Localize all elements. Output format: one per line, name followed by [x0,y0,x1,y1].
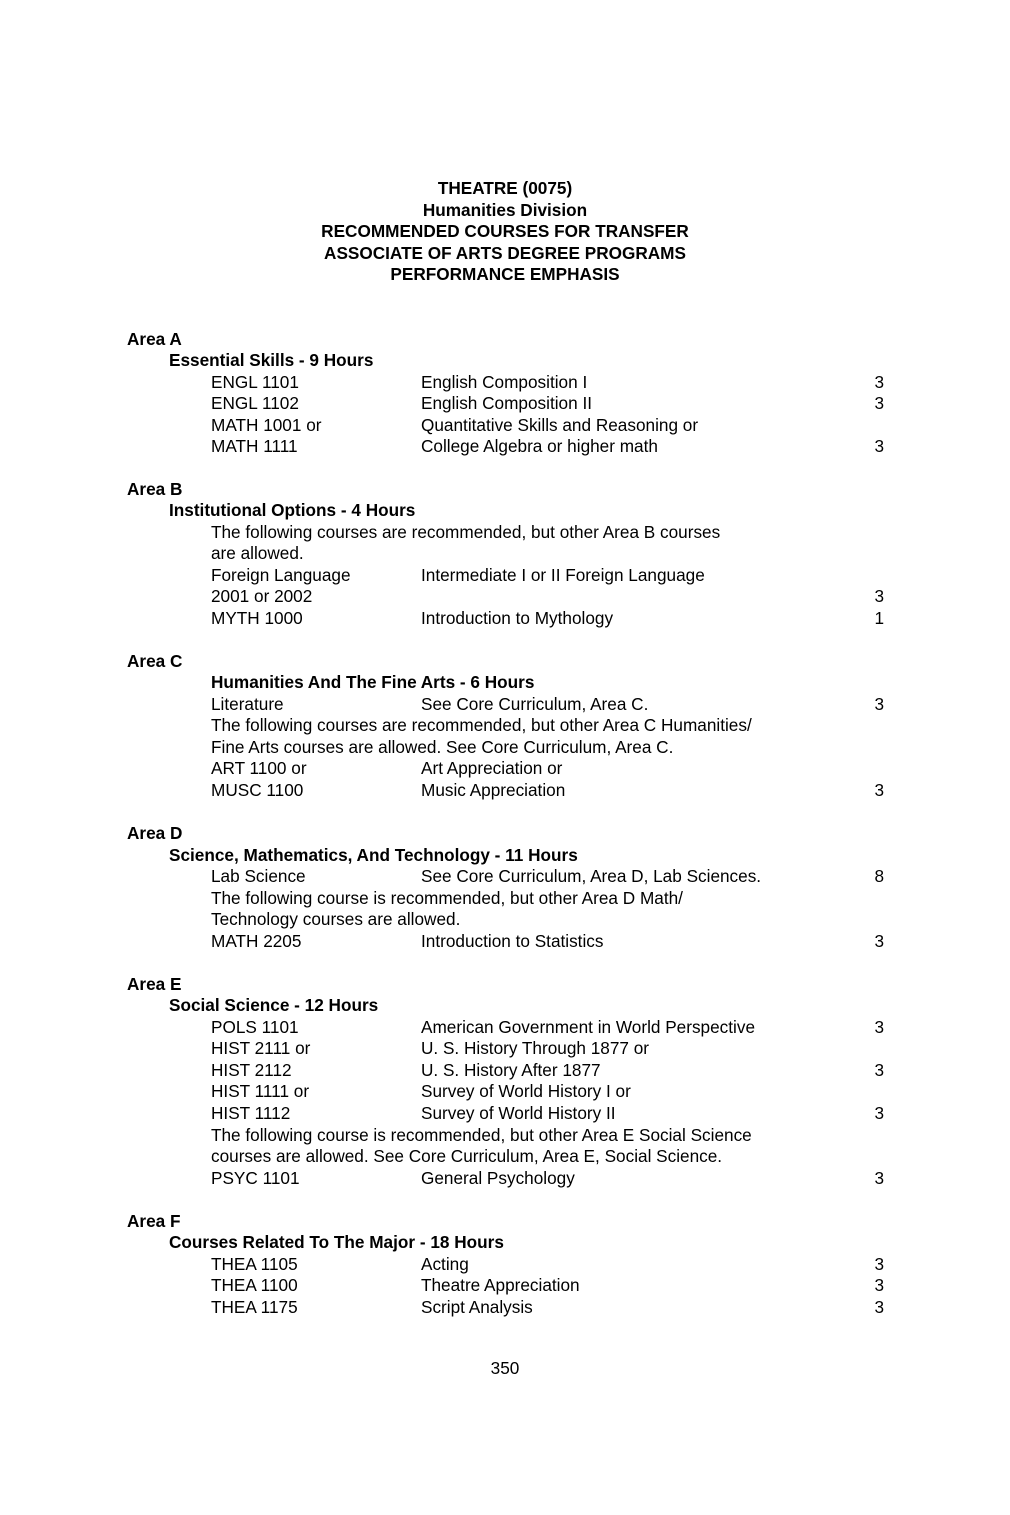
course-desc: Survey of World History I or [421,1081,631,1101]
course-desc: General Psychology [421,1168,575,1188]
heading-degree: ASSOCIATE OF ARTS DEGREE PROGRAMS [324,243,686,263]
course-code: Lab Science [211,866,306,886]
course-hours: 3 [874,436,884,456]
course-hours: 3 [874,586,884,606]
course-desc: See Core Curriculum, Area D, Lab Sciences. [421,866,762,886]
course-desc: American Government in World Perspective [421,1017,756,1037]
course-hours: 3 [874,931,884,951]
area-f-subtitle: Courses Related To The Major - 18 Hours [169,1232,504,1252]
course-code: MATH 1111 [211,436,298,456]
course-desc: Acting [421,1254,469,1274]
area-d-title: Area D [127,823,183,843]
heading-emphasis: PERFORMANCE EMPHASIS [390,264,620,284]
course-hours: 3 [874,694,884,714]
course-desc: See Core Curriculum, Area C. [421,694,649,714]
course-hours: 3 [874,1103,884,1123]
course-hours: 3 [874,1168,884,1188]
course-code: MATH 2205 [211,931,302,951]
course-code: THEA 1175 [211,1297,298,1317]
course-code: HIST 1112 [211,1103,291,1123]
course-desc: Survey of World History II [421,1103,616,1123]
area-e-subtitle: Social Science - 12 Hours [169,995,379,1015]
area-d-subtitle: Science, Mathematics, And Technology - 11 Hours [169,845,578,865]
course-hours: 3 [874,1254,884,1274]
course-desc: Introduction to Statistics [421,931,604,951]
course-hours: 1 [874,608,884,628]
heading-recommended: RECOMMENDED COURSES FOR TRANSFER [321,221,689,241]
course-hours: 3 [874,1275,884,1295]
course-hours: 3 [874,393,884,413]
area-a-title: Area A [127,329,182,349]
course-desc: College Algebra or higher math [421,436,658,456]
course-code: MYTH 1000 [211,608,303,628]
course-code: HIST 2112 [211,1060,292,1080]
area-d-note: Technology courses are allowed. [211,909,461,929]
course-desc: Music Appreciation [421,780,566,800]
course-code: MATH 1001 or [211,415,322,435]
course-hours: 3 [874,372,884,392]
course-code: MUSC 1100 [211,780,304,800]
area-e-title: Area E [127,974,182,994]
area-c-note: The following courses are recommended, but other Area C Humanities/ [211,715,752,735]
course-desc: Intermediate I or II Foreign Language [421,565,705,585]
division-name: Humanities Division [422,200,588,220]
area-b-title: Area B [127,479,183,499]
course-desc: Quantitative Skills and Reasoning or [421,415,699,435]
course-hours: 3 [874,780,884,800]
course-code: Foreign Language [211,565,351,585]
program-title: THEATRE (0075) [437,178,573,198]
course-desc: Theatre Appreciation [421,1275,580,1295]
course-desc: U. S. History After 1877 [421,1060,601,1080]
area-e-note: The following course is recommended, but other Area E Social Science [211,1125,752,1145]
course-code: HIST 1111 or [211,1081,310,1101]
area-d-note: The following course is recommended, but other Area D Math/ [211,888,683,908]
course-hours: 3 [874,1017,884,1037]
course-desc: English Composition I [421,372,588,392]
course-code: 2001 or 2002 [211,586,313,606]
course-desc: Script Analysis [421,1297,533,1317]
area-c-title: Area C [127,651,183,671]
area-b-subtitle: Institutional Options - 4 Hours [169,500,416,520]
area-c-subtitle: Humanities And The Fine Arts - 6 Hours [211,672,535,692]
course-code: Literature [211,694,284,714]
area-f-title: Area F [127,1211,181,1231]
course-code: ART 1100 or [211,758,307,778]
course-desc: Art Appreciation or [421,758,563,778]
course-code: HIST 2111 or [211,1038,311,1058]
area-c-note: Fine Arts courses are allowed. See Core Curriculum, Area C. [211,737,674,757]
course-desc: Introduction to Mythology [421,608,614,628]
course-code: POLS 1101 [211,1017,299,1037]
area-b-note: are allowed. [211,543,304,563]
area-a-subtitle: Essential Skills - 9 Hours [169,350,374,370]
area-e-note: courses are allowed. See Core Curriculum, Area E, Social Science. [211,1146,723,1166]
course-code: THEA 1100 [211,1275,298,1295]
course-code: ENGL 1102 [211,393,299,413]
course-code: ENGL 1101 [211,372,299,392]
course-hours: 3 [874,1297,884,1317]
course-code: PSYC 1101 [211,1168,300,1188]
page-number: 350 [490,1358,520,1378]
course-hours: 8 [874,866,884,886]
course-code: THEA 1105 [211,1254,298,1274]
course-desc: English Composition II [421,393,593,413]
course-hours: 3 [874,1060,884,1080]
course-desc: U. S. History Through 1877 or [421,1038,650,1058]
area-b-note: The following courses are recommended, but other Area B courses [211,522,721,542]
